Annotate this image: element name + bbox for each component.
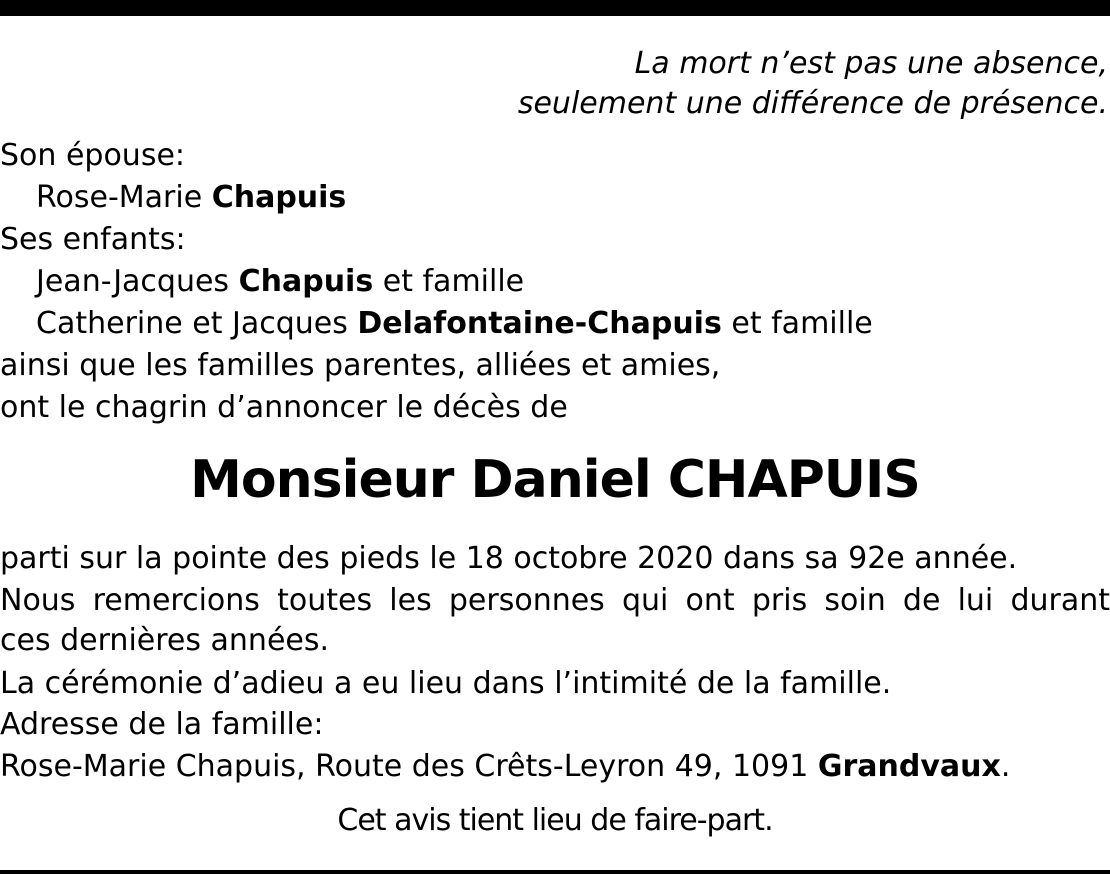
epigraph-line-2: seulement une différence de présence. [517, 86, 1108, 121]
ceremony-line: La cérémonie d’adieu a eu lieu dans l’intimité de la famille. [0, 666, 892, 701]
child-2-first-name: Catherine et Jacques [36, 306, 358, 341]
address-period: . [1000, 749, 1011, 784]
thanks-line-2: ces dernières années. [0, 623, 330, 658]
bottom-border-rule [0, 870, 1110, 874]
closing-note: Cet avis tient lieu de faire-part. [337, 803, 773, 838]
deceased-name: Monsieur Daniel CHAPUIS [190, 450, 920, 510]
epigraph-line-1: La mort n’est pas une absence, [634, 46, 1108, 81]
child-1 [36, 261, 524, 303]
spouse-last-name: Chapuis [211, 180, 347, 215]
thanks-line-1: Nous remercions toutes les personnes qui ont pris soin de lui durant [0, 583, 1110, 618]
spouse-name [36, 177, 346, 219]
child-2-last-name: Delafontaine-Chapuis [357, 306, 722, 341]
address-town: Grandvaux [817, 749, 1001, 784]
children-label: Ses enfants: [0, 222, 186, 257]
address-label: Adresse de la famille: [0, 707, 324, 742]
child-1-last-name: Chapuis [238, 264, 374, 299]
relatives-line: ainsi que les familles parentes, alliées et amies, [0, 348, 721, 383]
family-address [0, 746, 1010, 788]
spouse-label: Son épouse: [0, 138, 186, 173]
child-1-suffix: et famille [373, 264, 525, 299]
address-street: Rose-Marie Chapuis, Route des Crêts-Leyron 49, 1091 [0, 749, 818, 784]
child-1-first-name: Jean-Jacques [36, 264, 239, 299]
announcement-line: ont le chagrin d’annoncer le décès de [0, 390, 568, 425]
child-2 [36, 303, 873, 345]
child-2-suffix: et famille [721, 306, 873, 341]
departure-line: parti sur la pointe des pieds le 18 octobre 2020 dans sa 92e année. [0, 541, 1018, 576]
spouse-first-name: Rose-Marie [36, 180, 212, 215]
